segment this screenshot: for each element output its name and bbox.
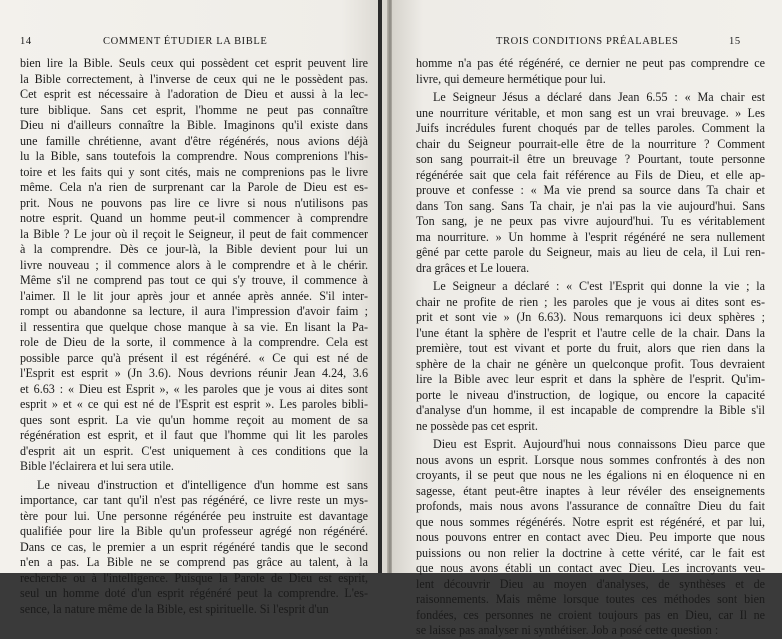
text-line: une famille chrétienne, avant d'être régénérés, nous avions déjà xyxy=(20,133,368,148)
text-line: nous pouvons entrer en contact avec Dieu. Peu importe que nous xyxy=(416,530,765,544)
left-running-head: COMMENT ÉTUDIER LA BIBLE xyxy=(103,36,268,47)
text-line: qualifiée pour lire la Bible qu'un professeur agrégé non régénéré. xyxy=(20,524,368,538)
text-line: première, tout est vivant et porte du fruit, alors que rien dans la xyxy=(416,341,765,355)
text-line: son sang pourrait-il être un breuvage ? Pourtant, toute personne xyxy=(416,152,765,166)
text-line: Le Seigneur a déclaré : « C'est l'Esprit qui donne la vie ; la xyxy=(433,279,765,293)
text-line: ques sont esprit. La vie qu'un homme reçoit au moment de sa xyxy=(20,412,368,427)
text-line: régénérée sait que cela fait référence au Fils de Dieu, et elle ap- xyxy=(416,167,765,182)
text-line: Bible l'éclairera et lui sera utile. xyxy=(20,459,174,473)
text-line: Ton sang, je ne peux pas vivre aujourd'hui. Tu es véritablement xyxy=(416,214,765,228)
text-line: et 6.63 : « Dieu est Esprit », « les paroles que je vous ai dites sont xyxy=(20,381,368,396)
text-line: régénération est esprit, et il faut que l'homme qui lit les paroles xyxy=(20,428,368,442)
text-line: profonds, mais nous avons l'assurance de connaître Dieu du fait xyxy=(416,499,765,513)
text-line: homme n'a pas été régénéré, ce dernier ne peut pas comprendre ce xyxy=(416,56,765,70)
left-body-text xyxy=(20,56,368,617)
text-line: Dans ce cas, le premier a un esprit régénéré tandis que le second xyxy=(20,539,368,554)
text-line: Dieu est Esprit. Aujourd'hui nous connaissons Dieu parce que xyxy=(433,437,765,451)
right-body-text xyxy=(416,56,765,639)
text-line: ma nourriture. » Un homme à l'esprit régénéré ne sera nullement xyxy=(416,229,765,244)
text-line: toire et les faits qui y sont cités, mais ne comprenions pas le livre xyxy=(20,164,368,179)
text-line: porte le niveau d'instruction, de logique, ou encore la capacité xyxy=(416,387,765,402)
text-line: la Bible correctement, à l'inverse de ceux qui ne le possèdent pas. xyxy=(20,71,368,86)
text-line: nous avons un esprit. Lorsque nous sommes confrontés à des non xyxy=(416,452,765,467)
text-line: que nous sommes régénérés. Notre esprit est régénéré, et par lui, xyxy=(416,514,765,529)
text-line: esprit » et « ce qui est né de l'Esprit est esprit ». Les paroles bibli- xyxy=(20,397,368,411)
text-line: sphère de la chair ne génère un quelconque profit. Tous devraient xyxy=(416,356,765,371)
text-line: l'Esprit est esprit » (Jn 3.6). Nous devrions réunir Jean 4.24, 3.6 xyxy=(20,366,368,380)
text-line: l'une étant la sphère de l'esprit et l'autre celle de la chair. Dans la xyxy=(416,325,765,340)
text-line: la Bible ? Le jour où il reçoit le Seigneur, il peut de fait commencer xyxy=(20,226,368,241)
text-line: importance, car tant qu'il n'est pas régénéré, ce livre reste un mys- xyxy=(20,493,368,507)
text-line: chair ne profite de rien ; les paroles que je vous ai dites sont es- xyxy=(416,294,765,309)
text-line: sagesse, étant peut-être inaptes à leur révéler des enseignements xyxy=(416,483,765,498)
text-line: lent découvrir Dieu au moyen d'analyses, de synthèses et de xyxy=(416,576,765,591)
text-line: une nourriture véritable, et mon sang est un vrai breuvage. » Les xyxy=(416,105,765,120)
text-line: lu la Bible, sans toutefois la comprendre. Nous comprenions l'his- xyxy=(20,149,368,163)
text-line: se laisse pas analyser ni synthétiser. Job a posé cette question : xyxy=(416,623,719,637)
text-line: sence, la nature même de la Bible, est spirituelle. Si l'esprit d'un xyxy=(20,601,329,616)
text-line: dra grâces et Le louera. xyxy=(416,260,530,275)
text-line: n'en a pas. La Bible ne se comprend pas grâce au talent, à la xyxy=(20,555,368,569)
text-line: possible parce qu'à présent il est régénéré. « Ce qui est né de xyxy=(20,350,368,365)
text-line: Juifs incrédules furent choqués par de telles paroles. Comment la xyxy=(416,121,765,135)
text-line: notre esprit. Quand un homme peut-il commencer à comprendre xyxy=(20,211,368,225)
text-line: recherche ou à l'intelligence. Puisque la Parole de Dieu est esprit, xyxy=(20,570,368,585)
text-line: d'esprit ait un esprit. C'est uniquement à ces conditions que la xyxy=(20,443,368,458)
text-line: prouve et confesse : « Ma vie prend sa source dans Ta chair et xyxy=(416,183,765,197)
text-line: bien lire la Bible. Seuls ceux qui possèdent cet esprit peuvent lire xyxy=(20,56,368,70)
text-line: livre, qui demeure hermétique pour lui. xyxy=(416,71,606,86)
left-page xyxy=(0,0,388,616)
page-edge-shadow xyxy=(378,0,382,573)
text-line: prit et sont vie » (Jn 6.63). Nous remarquons ici deux sphères ; xyxy=(416,310,765,324)
text-line: à la comprendre. Dès ce jour-là, la Bible devient pour lui un xyxy=(20,242,368,256)
text-line: dans Ton sang. Sans Ta chair, je n'ai pas la vie aujourd'hui. Sans xyxy=(416,198,765,213)
text-line: Le niveau d'instruction et d'intelligence d'un homme est sans xyxy=(37,477,368,492)
text-line: tère pour lui. Une personne régénérée peu instruite est davantage xyxy=(20,508,368,523)
right-page xyxy=(392,0,782,637)
text-line: que nous avons établi un contact avec Dieu. Les incroyants veu- xyxy=(416,561,765,575)
text-line: prit. Nous ne pouvons pas lire ce livre si nous n'utilisons pas xyxy=(20,195,368,210)
right-page-number: 15 xyxy=(729,36,741,47)
text-line: gêné par cette parole du Seigneur, mais au lieu de cela, il Lui ren- xyxy=(416,245,765,259)
text-line: ne possède pas cet esprit. xyxy=(416,418,538,433)
text-line: fondées, ces personnes ne croient toujours pas en Dieu, car Il ne xyxy=(416,607,765,622)
text-line: lire la Bible avec leur esprit et dans la sphère de l'esprit. Qu'im- xyxy=(416,372,765,386)
right-running-head: TROIS CONDITIONS PRÉALABLES xyxy=(496,36,679,47)
left-page-number: 14 xyxy=(20,36,32,47)
text-line: puissions ou non relier la doctrine à cette vérité, car le fait est xyxy=(416,545,765,560)
text-line: même. Cela n'a rien de surprenant car la Parole de Dieu est es- xyxy=(20,180,368,194)
text-line: Cet esprit est nécessaire à l'adoration de Dieu et aussi à la lec- xyxy=(20,87,368,101)
text-line: rompt ou abandonne sa lecture, il aura l'impression d'avoir faim ; xyxy=(20,304,368,318)
text-line: livre nouveau ; il commence alors à le comprendre et à le chérir. xyxy=(20,257,368,272)
text-line: croyants, il se peut que nous ne les égalions ni en éloquence ni en xyxy=(416,468,765,482)
text-line: l'aimer. Il le lit jour après jour et année après année. S'il inter- xyxy=(20,288,368,303)
text-line: d'analyse d'un homme, il est incapable de comprendre la Bible s'il xyxy=(416,403,765,417)
text-line: raisonnements. Mais même lorsque toutes ces méthodes sont bien xyxy=(416,592,765,606)
text-line: il ressentira que quelque chose manque à sa vie. En lisant la Pa- xyxy=(20,319,368,334)
text-line: Dieu ni d'ailleurs connaître la Bible. Imaginons qu'il existe dans xyxy=(20,118,368,132)
text-line: Le Seigneur Jésus a déclaré dans Jean 6.55 : « Ma chair est xyxy=(433,90,765,104)
text-line: chair du Seigneur pourrait-elle être de la nourriture ? Comment xyxy=(416,136,765,151)
text-line: seul un homme doté d'un esprit régénéré peut la comprendre. L'es- xyxy=(20,586,368,600)
text-line: ture biblique. Sans cet esprit, l'homme ne peut pas connaître xyxy=(20,102,368,117)
text-line: role de Dieu de la sorte, il commence à la comprendre. Cela est xyxy=(20,335,368,349)
text-line: Même s'il ne comprend pas tout ce qui s'y trouve, il commence à xyxy=(20,273,368,287)
